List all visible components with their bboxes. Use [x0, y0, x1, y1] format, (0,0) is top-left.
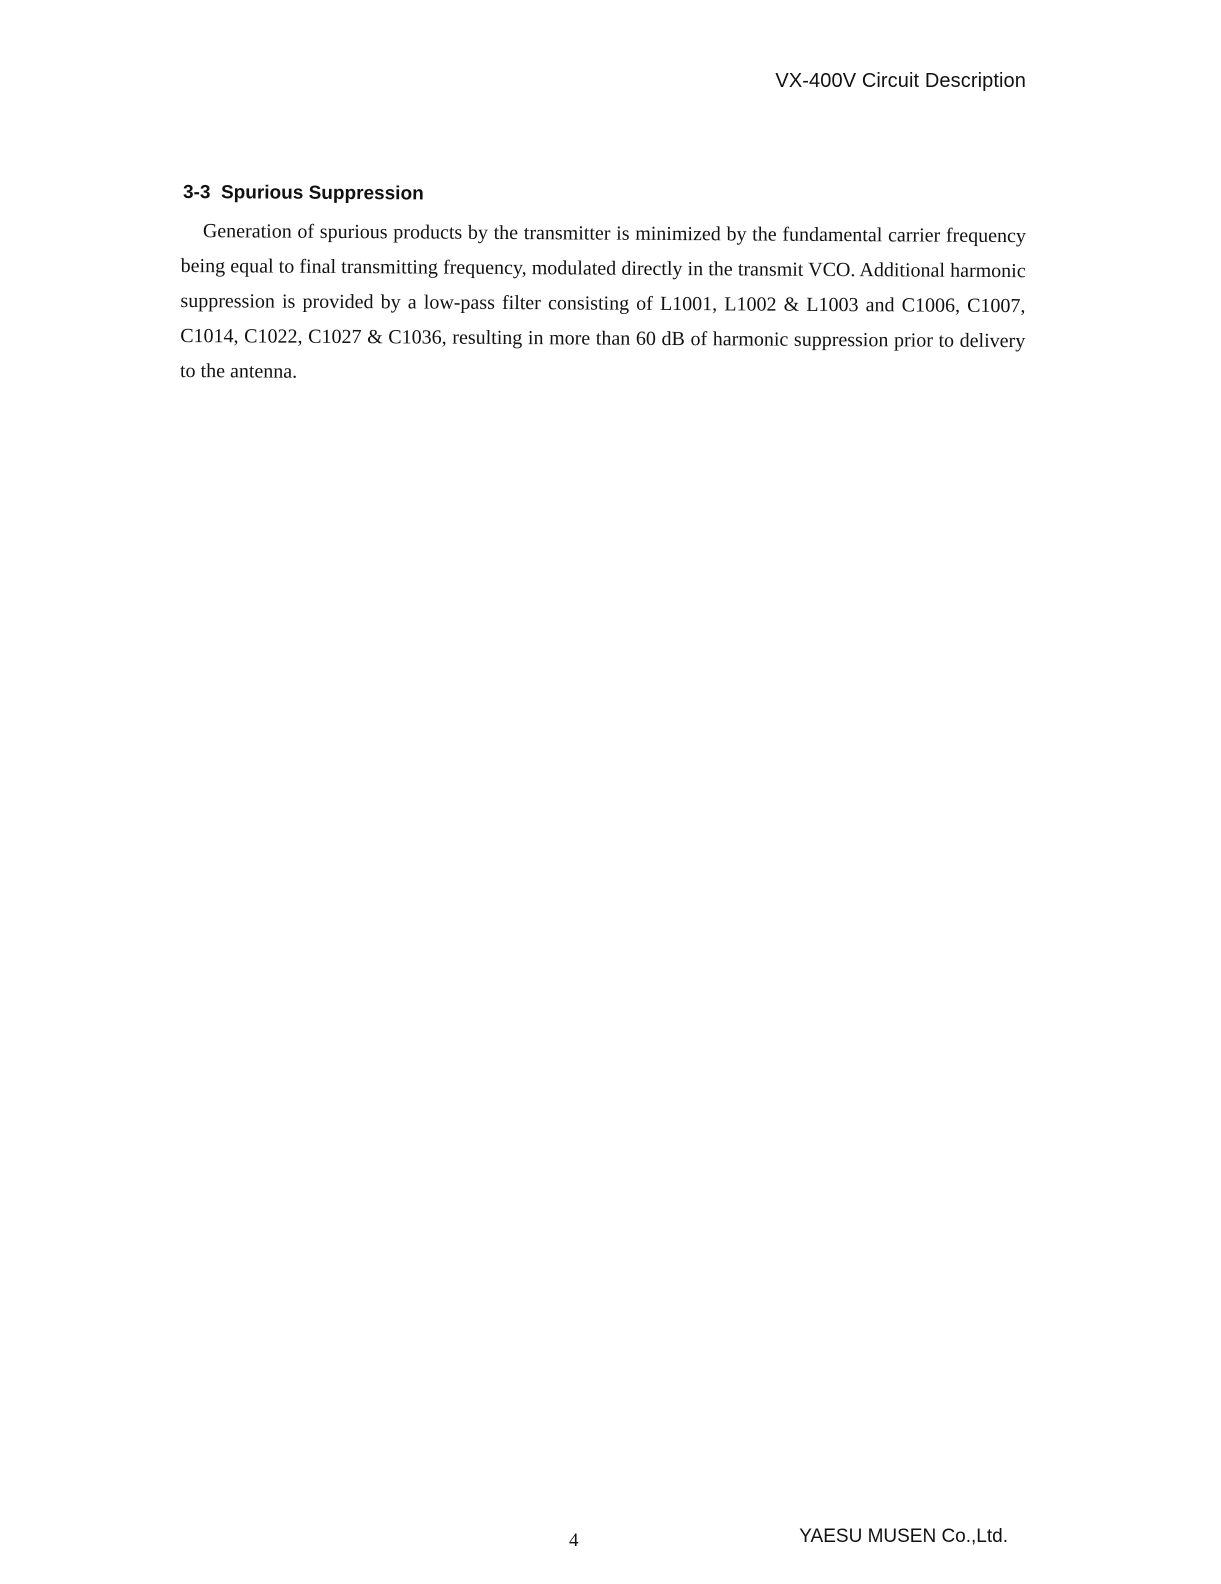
section-paragraph: Generation of spurious products by the transmitter is minimized by the fundamental carrier frequency being equal to final transmitting frequency, modulated directly in the transmit VCO. Additional harmonic suppression is provided by a low-pass filter consisting of L1001, L1002 & L1003 and C1006, C1007, C1014, C1022, C1027 & C1036, resulting in more than 60 dB of harmonic suppression prior to delivery to the antenna. — [179, 220, 1026, 383]
document-header-title: VX-400V Circuit Description — [775, 70, 1026, 92]
section-heading: 3-3 Spurious Suppression — [182, 182, 424, 205]
section-spurious-suppression — [181, 182, 1026, 389]
footer-company-name: YAESU MUSEN Co.,Ltd. — [799, 1526, 1008, 1547]
page-number: 4 — [569, 1530, 579, 1551]
